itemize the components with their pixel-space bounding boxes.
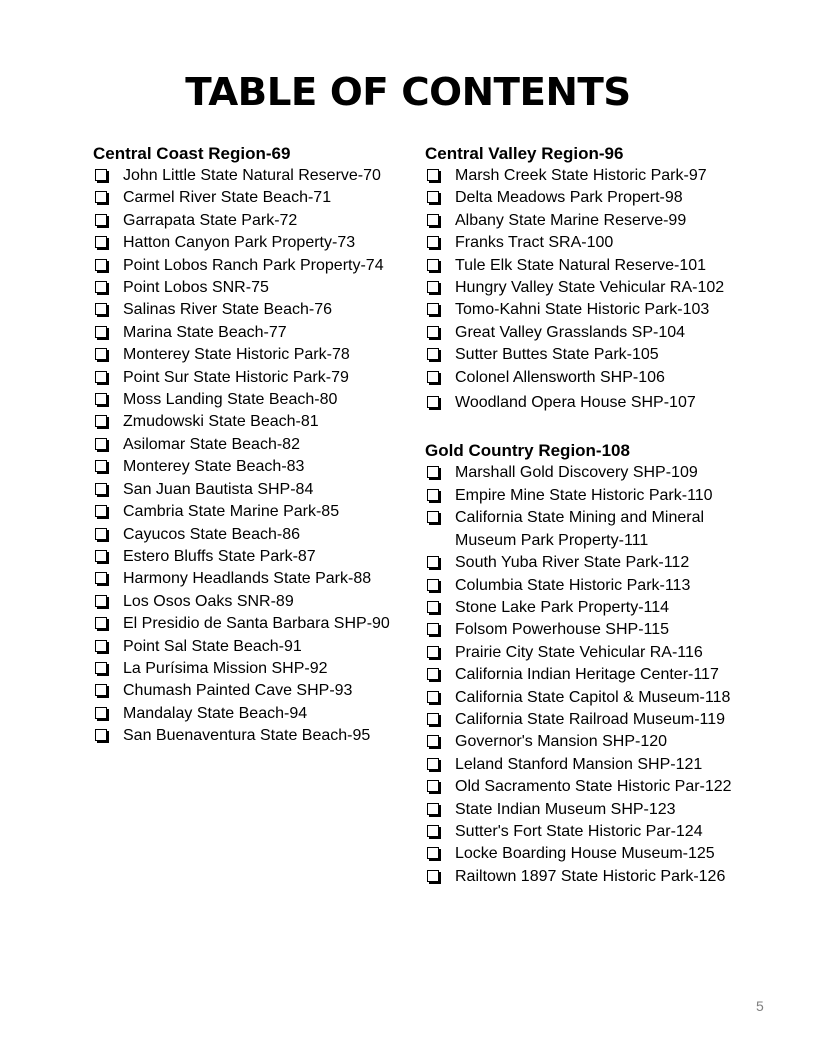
toc-item xyxy=(425,210,765,232)
checkbox-icon[interactable] xyxy=(95,460,107,472)
toc-item xyxy=(425,754,765,776)
toc-item xyxy=(93,165,413,187)
toc-item xyxy=(425,255,765,277)
toc-item-label: Sutter Buttes State Park-105 xyxy=(455,346,659,364)
toc-item-label: Albany State Marine Reserve-99 xyxy=(455,211,687,229)
toc-item-label: Locke Boarding House Museum-125 xyxy=(455,845,715,863)
checkbox-icon[interactable] xyxy=(427,713,439,725)
checkbox-icon[interactable] xyxy=(427,466,439,478)
toc-item-label: Old Sacramento State Historic Par-122 xyxy=(455,778,732,796)
toc-item xyxy=(425,344,765,366)
toc-item-label: Asilomar State Beach-82 xyxy=(123,435,300,453)
toc-item xyxy=(93,367,413,389)
toc-item xyxy=(93,277,413,299)
checkbox-icon[interactable] xyxy=(95,707,107,719)
toc-item-label: State Indian Museum SHP-123 xyxy=(455,800,676,818)
toc-item-label: California State Railroad Museum-119 xyxy=(455,710,726,728)
toc-item xyxy=(425,709,765,731)
toc-item-label: Marshall Gold Discovery SHP-109 xyxy=(455,464,698,482)
toc-item xyxy=(93,680,413,702)
checkbox-icon[interactable] xyxy=(95,191,107,203)
toc-item xyxy=(425,821,765,843)
checkbox-icon[interactable] xyxy=(427,214,439,226)
toc-item xyxy=(93,613,413,635)
toc-item xyxy=(425,165,765,187)
toc-item xyxy=(93,232,413,254)
toc-item xyxy=(425,731,765,753)
checkbox-icon[interactable] xyxy=(95,371,107,383)
toc-item xyxy=(425,799,765,821)
toc-item-label: Tule Elk State Natural Reserve-101 xyxy=(455,256,707,274)
checkbox-icon[interactable] xyxy=(427,601,439,613)
checkbox-icon[interactable] xyxy=(95,572,107,584)
toc-item-label: Point Lobos Ranch Park Property-74 xyxy=(123,256,384,274)
toc-item-label: Mandalay State Beach-94 xyxy=(123,704,308,722)
checkbox-icon[interactable] xyxy=(427,169,439,181)
toc-item xyxy=(93,299,413,321)
checkbox-icon[interactable] xyxy=(95,483,107,495)
toc-item-label: Stone Lake Park Property-114 xyxy=(455,598,670,616)
toc-item-label: Marsh Creek State Historic Park-97 xyxy=(455,167,707,184)
toc-item xyxy=(425,232,765,254)
toc-item xyxy=(93,322,413,344)
toc-item xyxy=(425,392,765,414)
checkbox-icon[interactable] xyxy=(427,511,439,523)
toc-item xyxy=(93,456,413,478)
checkbox-icon[interactable] xyxy=(427,870,439,882)
toc-item-label: Delta Meadows Park Propert-98 xyxy=(455,189,683,207)
gold-country-list xyxy=(425,462,765,888)
toc-item-label: Folsom Powerhouse SHP-115 xyxy=(455,621,670,639)
checkbox-icon[interactable] xyxy=(95,550,107,562)
checkbox-icon[interactable] xyxy=(427,396,439,408)
toc-item-label: Point Sur State Historic Park-79 xyxy=(123,368,349,386)
toc-item xyxy=(425,552,765,574)
central-valley-list xyxy=(425,165,765,414)
toc-item xyxy=(93,479,413,501)
checkbox-icon[interactable] xyxy=(427,847,439,859)
toc-item xyxy=(93,725,413,747)
checkbox-icon[interactable] xyxy=(427,303,439,315)
region-heading-central-coast: Central Coast Region-69 xyxy=(93,144,291,163)
toc-item-label: California State Mining and Mineral Museum Park Property-111 xyxy=(455,509,705,549)
toc-item xyxy=(425,642,765,664)
toc-item xyxy=(425,367,765,389)
toc-item xyxy=(425,575,765,597)
checkbox-icon[interactable] xyxy=(95,662,107,674)
toc-item xyxy=(425,597,765,619)
toc-item-label: Railtown 1897 State Historic Park-126 xyxy=(455,867,726,885)
toc-item xyxy=(93,255,413,277)
toc-item xyxy=(93,501,413,523)
checkbox-icon[interactable] xyxy=(427,646,439,658)
left-column xyxy=(93,143,413,748)
page-number: 5 xyxy=(756,998,764,1014)
toc-item-label: Salinas River State Beach-76 xyxy=(123,301,332,319)
toc-item-label: Zmudowski State Beach-81 xyxy=(123,413,319,431)
toc-item-label: La Purísima Mission SHP-92 xyxy=(123,659,328,677)
toc-item-label: Governor's Mansion SHP-120 xyxy=(455,733,668,751)
toc-item-label: Carmel River State Beach-71 xyxy=(123,189,332,207)
toc-item-label: Garrapata State Park-72 xyxy=(123,211,298,229)
toc-item-label: San Buenaventura State Beach-95 xyxy=(123,727,371,745)
toc-item-label: John Little State Natural Reserve-70 xyxy=(123,167,381,184)
toc-item xyxy=(93,636,413,658)
toc-item xyxy=(93,389,413,411)
checkbox-icon[interactable] xyxy=(427,579,439,591)
toc-item xyxy=(93,658,413,680)
checkbox-icon[interactable] xyxy=(95,684,107,696)
toc-item-label: El Presidio de Santa Barbara SHP-90 xyxy=(123,615,390,633)
toc-item xyxy=(425,462,765,484)
checkbox-icon[interactable] xyxy=(95,595,107,607)
checkbox-icon[interactable] xyxy=(427,191,439,203)
toc-item xyxy=(93,568,413,590)
toc-item xyxy=(93,546,413,568)
toc-item-label: Monterey State Beach-83 xyxy=(123,458,305,476)
toc-item-label: Moss Landing State Beach-80 xyxy=(123,391,338,409)
toc-item xyxy=(425,485,765,507)
toc-item-label: Hungry Valley State Vehicular RA-102 xyxy=(455,279,725,297)
toc-item xyxy=(93,703,413,725)
checkbox-icon[interactable] xyxy=(427,259,439,271)
toc-item-label: Prairie City State Vehicular RA-116 xyxy=(455,643,703,661)
checkbox-icon[interactable] xyxy=(427,735,439,747)
toc-item-label: Harmony Headlands State Park-88 xyxy=(123,570,372,588)
toc-item-label: Point Lobos SNR-75 xyxy=(123,279,269,297)
checkbox-icon[interactable] xyxy=(95,415,107,427)
toc-item-label: Tomo-Kahni State Historic Park-103 xyxy=(455,301,710,319)
toc-item-label: Hatton Canyon Park Property-73 xyxy=(123,234,356,252)
toc-item-label: Sutter's Fort State Historic Par-124 xyxy=(455,822,703,840)
toc-item-label: Cambria State Marine Park-85 xyxy=(123,503,340,521)
toc-item xyxy=(93,591,413,613)
toc-item xyxy=(425,687,765,709)
checkbox-icon[interactable] xyxy=(95,281,107,293)
checkbox-icon[interactable] xyxy=(427,780,439,792)
checkbox-icon[interactable] xyxy=(427,623,439,635)
toc-item xyxy=(93,434,413,456)
checkbox-icon[interactable] xyxy=(427,281,439,293)
checkbox-icon[interactable] xyxy=(427,371,439,383)
toc-item xyxy=(93,210,413,232)
checkbox-icon[interactable] xyxy=(95,505,107,517)
toc-item-label: California State Capitol & Museum-118 xyxy=(455,688,731,706)
toc-item-label: Marina State Beach-77 xyxy=(123,323,287,341)
checkbox-icon[interactable] xyxy=(95,236,107,248)
toc-item xyxy=(425,322,765,344)
page-title: TABLE OF CONTENTS xyxy=(185,70,631,114)
checkbox-icon[interactable] xyxy=(95,303,107,315)
toc-item-label: Columbia State Historic Park-113 xyxy=(455,576,691,594)
toc-item xyxy=(425,664,765,686)
region-heading-gold-country: Gold Country Region-108 xyxy=(425,441,630,461)
checkbox-icon[interactable] xyxy=(95,729,107,741)
toc-item xyxy=(425,843,765,865)
toc-item xyxy=(425,619,765,641)
toc-item-label: California Indian Heritage Center-117 xyxy=(455,666,719,684)
toc-item-label: Franks Tract SRA-100 xyxy=(455,234,614,252)
toc-item xyxy=(93,344,413,366)
toc-item-label: Great Valley Grasslands SP-104 xyxy=(455,323,686,341)
checkbox-icon[interactable] xyxy=(95,169,107,181)
checkbox-icon[interactable] xyxy=(95,348,107,360)
checkbox-icon[interactable] xyxy=(95,214,107,226)
toc-item-label: South Yuba River State Park-112 xyxy=(455,554,690,572)
toc-item xyxy=(425,187,765,209)
toc-item xyxy=(425,866,765,888)
toc-item xyxy=(93,411,413,433)
checkbox-icon[interactable] xyxy=(95,640,107,652)
toc-item-label: Point Sal State Beach-91 xyxy=(123,637,302,655)
toc-item xyxy=(425,507,765,552)
checkbox-icon[interactable] xyxy=(427,758,439,770)
checkbox-icon[interactable] xyxy=(427,489,439,501)
toc-item-label: Colonel Allensworth SHP-106 xyxy=(455,368,665,386)
checkbox-icon[interactable] xyxy=(427,803,439,815)
toc-item-label: Leland Stanford Mansion SHP-121 xyxy=(455,755,703,773)
checkbox-icon[interactable] xyxy=(427,668,439,680)
toc-item-label: Monterey State Historic Park-78 xyxy=(123,346,350,364)
toc-item-label: Cayucos State Beach-86 xyxy=(123,525,300,543)
toc-item-label: San Juan Bautista SHP-84 xyxy=(123,480,314,498)
checkbox-icon[interactable] xyxy=(95,617,107,629)
toc-item-label: Estero Bluffs State Park-87 xyxy=(123,547,316,565)
toc-item-label: Woodland Opera House SHP-107 xyxy=(455,394,696,412)
section-gap xyxy=(425,414,765,440)
checkbox-icon[interactable] xyxy=(427,556,439,568)
toc-item xyxy=(425,776,765,798)
checkbox-icon[interactable] xyxy=(427,691,439,703)
checkbox-icon[interactable] xyxy=(95,259,107,271)
toc-item xyxy=(93,524,413,546)
toc-item xyxy=(93,187,413,209)
toc-item xyxy=(425,299,765,321)
right-column xyxy=(425,143,765,888)
checkbox-icon[interactable] xyxy=(427,326,439,338)
checkbox-icon[interactable] xyxy=(427,825,439,837)
checkbox-icon[interactable] xyxy=(427,236,439,248)
toc-item-label: Chumash Painted Cave SHP-93 xyxy=(123,682,353,700)
toc-item-label: Los Osos Oaks SNR-89 xyxy=(123,592,294,610)
checkbox-icon[interactable] xyxy=(427,348,439,360)
checkbox-icon[interactable] xyxy=(95,393,107,405)
toc-item-label: Empire Mine State Historic Park-110 xyxy=(455,486,713,504)
central-coast-list xyxy=(93,165,413,748)
region-heading-central-valley: Central Valley Region-96 xyxy=(425,144,624,163)
checkbox-icon[interactable] xyxy=(95,326,107,338)
checkbox-icon[interactable] xyxy=(95,438,107,450)
checkbox-icon[interactable] xyxy=(95,528,107,540)
toc-item xyxy=(425,277,765,299)
